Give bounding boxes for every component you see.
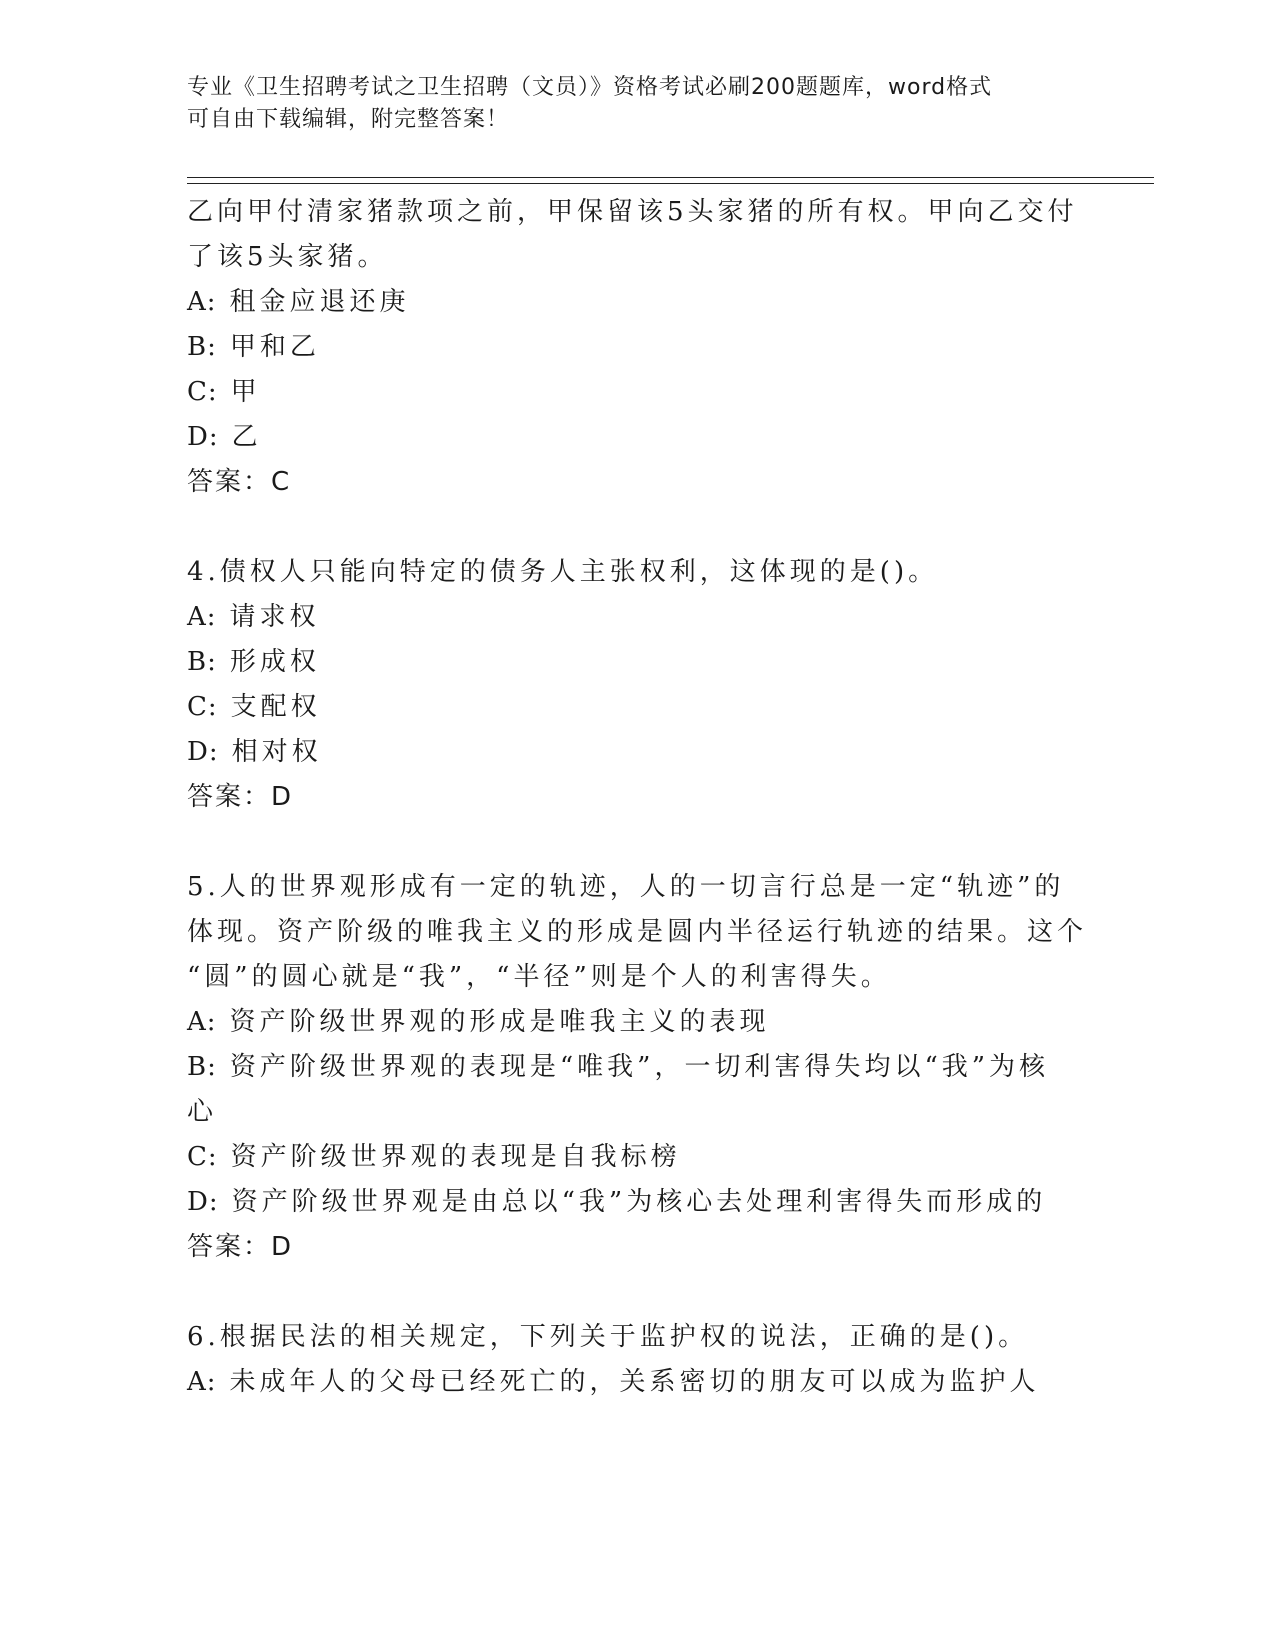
answer-line: 答案：D: [187, 782, 294, 812]
header-title-line-2: 可自由下载编辑，附完整答案！: [187, 107, 510, 132]
option-c: C: 支配权: [187, 692, 321, 722]
option-c: C: 甲: [187, 377, 261, 407]
question-stem-line: 6.根据民法的相关规定，下列关于监护权的说法，正确的是()。: [187, 1322, 1029, 1352]
answer-line: 答案：C: [187, 467, 292, 497]
question-block: [187, 550, 1087, 820]
option-a: A: 租金应退还庚: [187, 287, 410, 317]
spacer: [187, 505, 1087, 550]
option-c: C: 资产阶级世界观的表现是自我标榜: [187, 1142, 681, 1172]
answer-line: 答案：D: [187, 1232, 294, 1262]
option-b: B: 形成权: [187, 647, 320, 677]
question-stem-line: 5.人的世界观形成有一定的轨迹，人的一切言行总是一定“轨迹”的: [187, 872, 1065, 902]
option-b: B: 甲和乙: [187, 332, 320, 362]
option-d: D: 相对权: [187, 737, 322, 767]
option-a: A: 资产阶级世界观的形成是唯我主义的表现: [187, 1007, 770, 1037]
question-stem-line: 体现。资产阶级的唯我主义的形成是圆内半径运行轨迹的结果。这个: [187, 917, 1088, 947]
option-b-continuation: 心: [187, 1097, 218, 1127]
question-block: [187, 190, 1087, 505]
option-d: D: 资产阶级世界观是由总以“我”为核心去处理利害得失而形成的: [187, 1187, 1047, 1217]
option-a: A: 请求权: [187, 602, 320, 632]
spacer: [187, 820, 1087, 865]
question-stem-line: 乙向甲付清家猪款项之前，甲保留该5头家猪的所有权。甲向乙交付: [187, 197, 1078, 227]
page-header: [187, 72, 1087, 136]
option-a: A: 未成年人的父母已经死亡的，关系密切的朋友可以成为监护人: [187, 1367, 1040, 1397]
question-stem-line: 4.债权人只能向特定的债务人主张权利，这体现的是()。: [187, 557, 939, 587]
question-list: [187, 190, 1087, 1405]
question-stem-line: “圆”的圆心就是“我”，“半径”则是个人的利害得失。: [187, 962, 891, 992]
spacer: [187, 1270, 1087, 1315]
question-block: [187, 1315, 1087, 1405]
option-d: D: 乙: [187, 422, 262, 452]
option-b: B: 资产阶级世界观的表现是“唯我”，一切利害得失均以“我”为核: [187, 1052, 1050, 1082]
header-divider-top: [187, 177, 1154, 178]
header-divider-bottom: [187, 183, 1154, 184]
question-stem-line: 了该5头家猪。: [187, 242, 388, 272]
question-block: [187, 865, 1087, 1270]
header-title-line-1: 专业《卫生招聘考试之卫生招聘（文员）》资格考试必刷200题题库，word格式: [187, 75, 993, 100]
